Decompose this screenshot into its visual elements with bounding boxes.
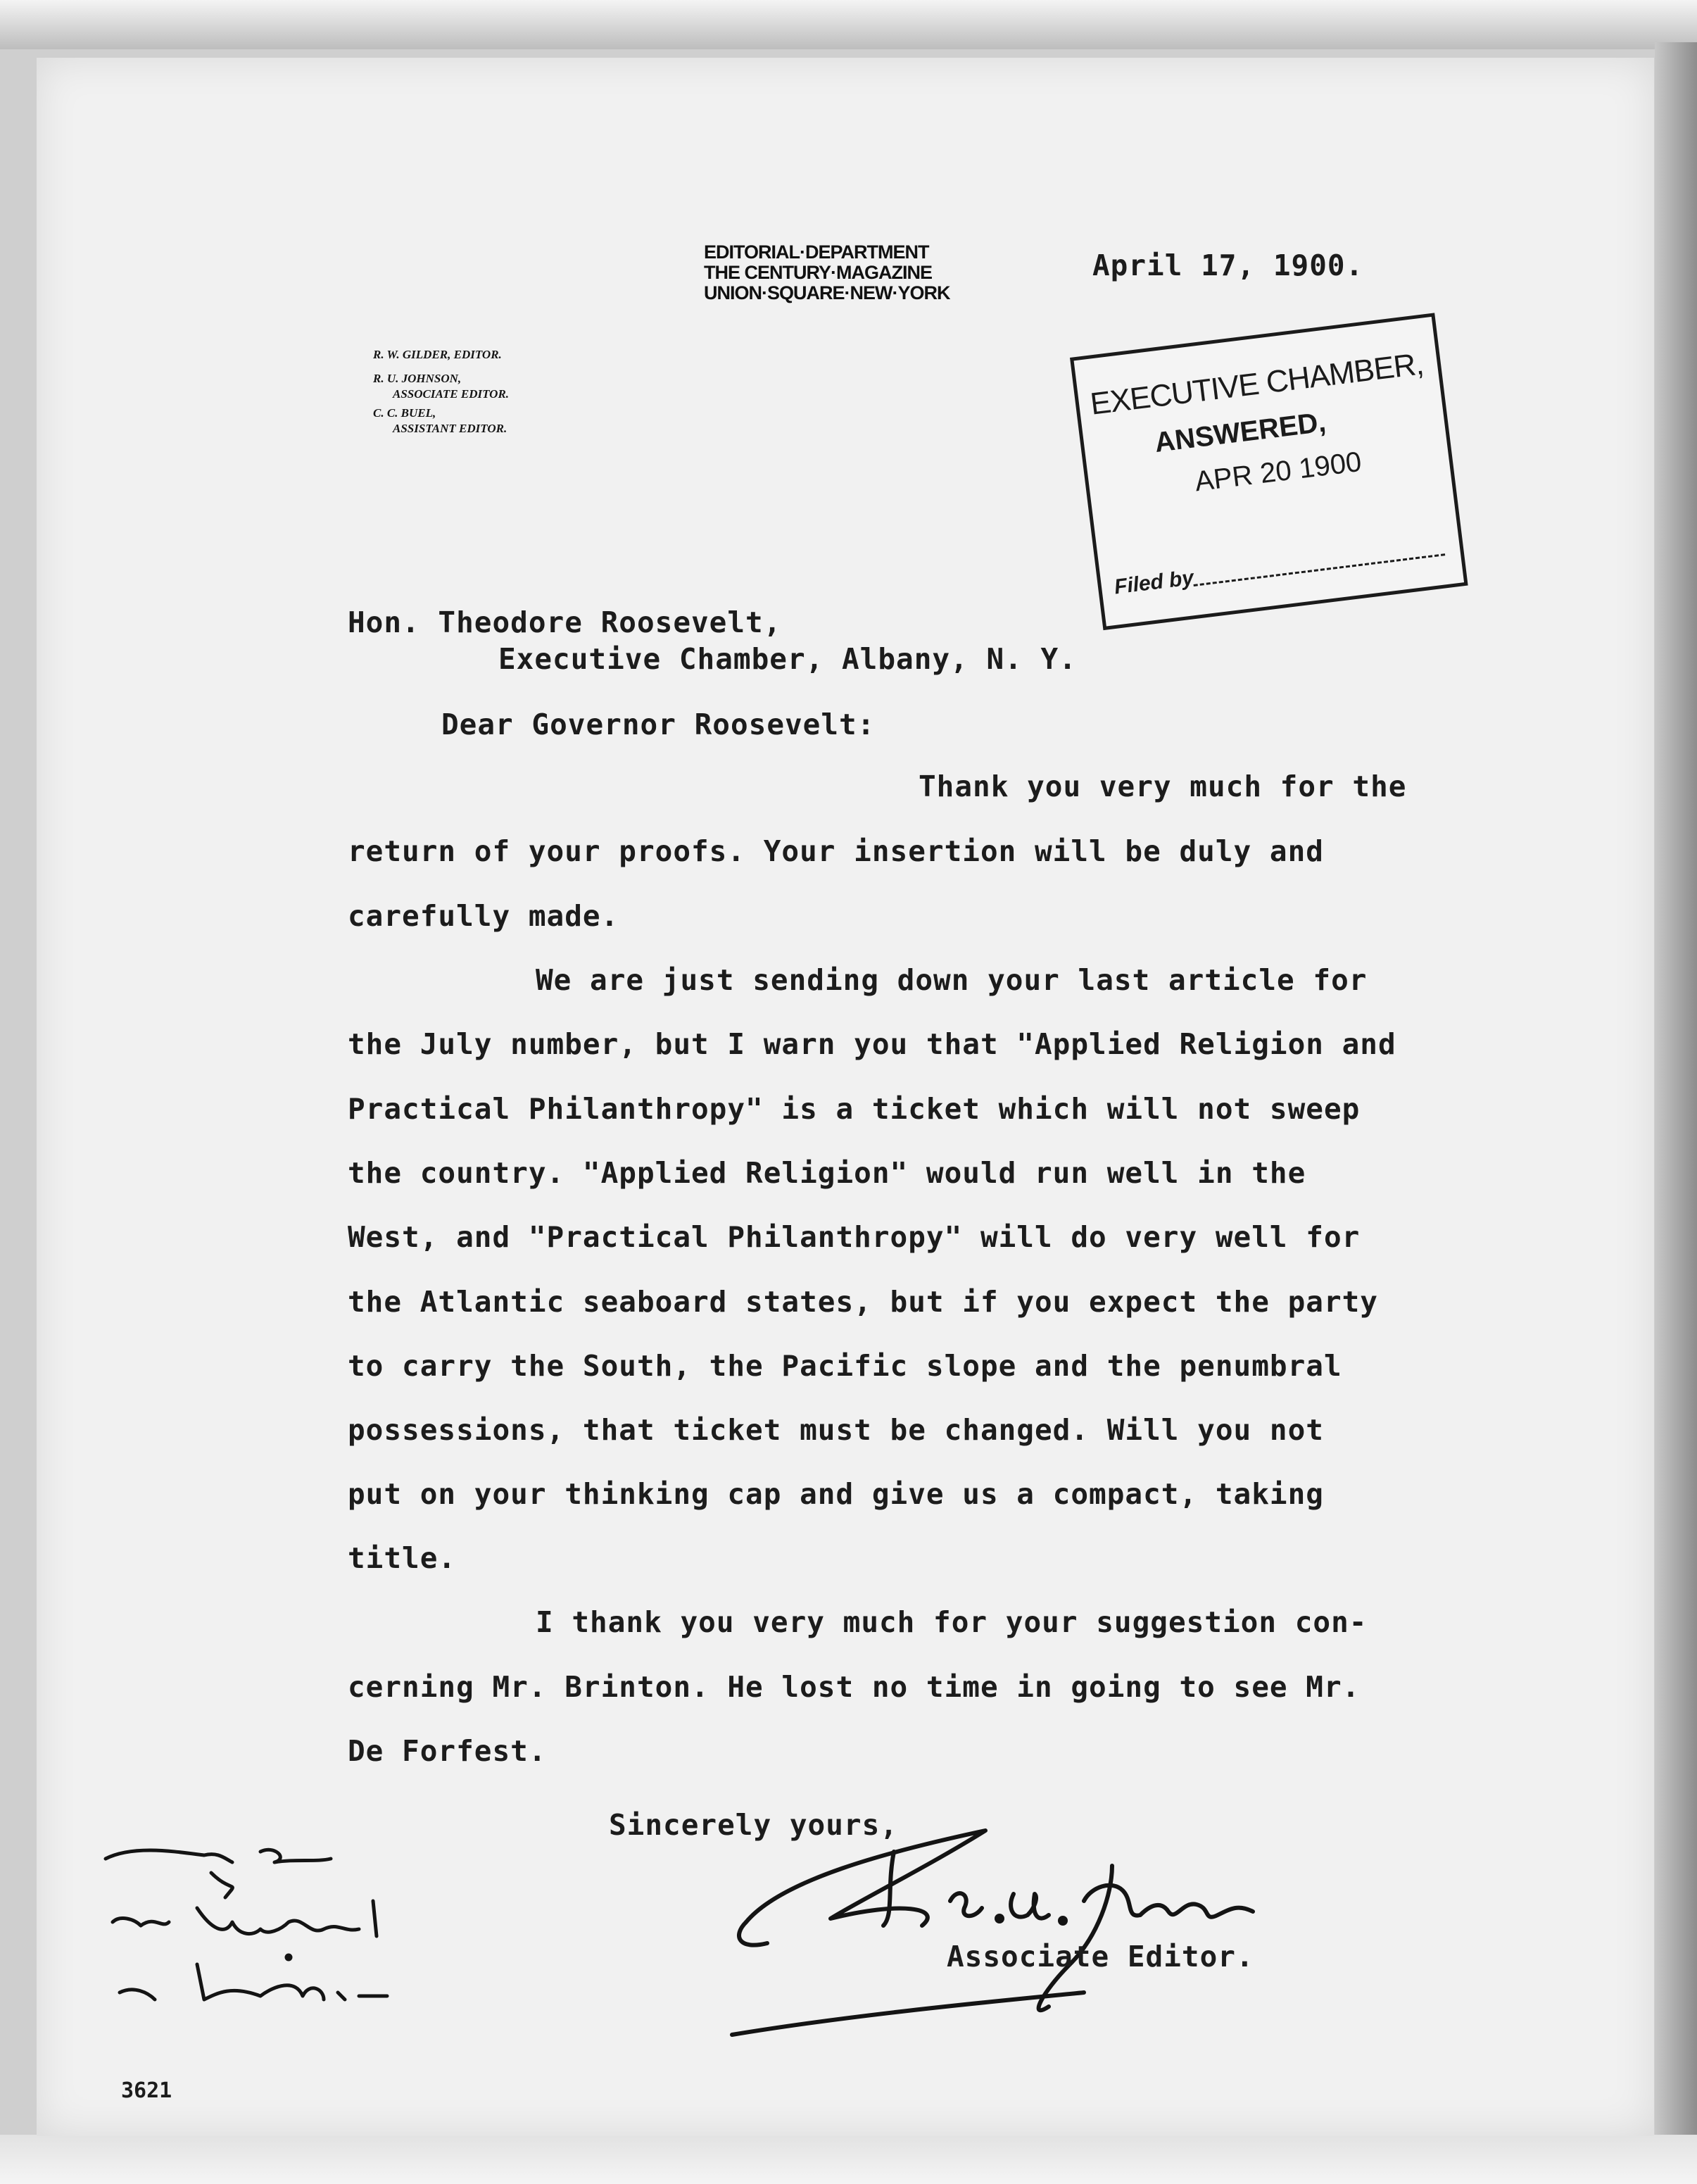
body-line: carefully made. [348,899,619,933]
page-number: 3621 [121,2078,172,2103]
body-line: De Forfest. [348,1734,547,1768]
staff-associate-name: R. U. JOHNSON, [373,372,462,385]
closing: Sincerely yours, [609,1808,898,1842]
scan-bottom-edge [0,2135,1697,2184]
body-line: the Atlantic seaboard states, but if you expect the party [348,1285,1378,1319]
stamp-line-2: ANSWERED, [1152,406,1327,459]
body-line: the July number, but I warn you that "Applied Religion and [348,1027,1396,1061]
salutation: Dear Governor Roosevelt: [441,708,876,741]
stamp-line-1: EXECUTIVE CHAMBER, [1088,346,1425,422]
body-line: possessions, that ticket must be changed. Will you not [348,1413,1324,1447]
body-line: We are just sending down your last article for [536,963,1368,997]
body-line: West, and "Practical Philanthropy" will do very well for [348,1220,1361,1254]
body-line: Practical Philanthropy" is a ticket which will not sweep [348,1092,1361,1126]
scan-right-edge [1655,42,1697,2184]
body-line: return of your proofs. Your insertion will be duly and [348,834,1324,868]
staff-assistant-title: ASSISTANT EDITOR. [393,422,507,435]
staff-assistant-name: C. C. BUEL, [373,406,436,420]
signer-title: Associate Editor. [947,1940,1254,1973]
letter-date: April 17, 1900. [1092,249,1364,282]
body-line: title. [348,1541,457,1575]
stamp-filed-line [1194,553,1446,586]
body-line: put on your thinking cap and give us a compact, taking [348,1477,1324,1511]
executive-chamber-stamp [1070,313,1468,630]
staff-editor: R. W. GILDER, EDITOR. [373,348,502,361]
body-line: I thank you very much for your suggestion con- [536,1605,1368,1639]
body-line: cerning Mr. Brinton. He lost no time in going to see Mr. [348,1670,1361,1704]
handwritten-margin-notes [92,1831,486,2042]
recipient-line-1: Hon. Theodore Roosevelt, [348,605,782,639]
body-line: to carry the South, the Pacific slope and the penumbral [348,1349,1342,1383]
letterhead-line-2: THE CENTURY·MAGAZINE [704,262,932,283]
scan-top-edge [0,0,1697,49]
body-line: the country. "Applied Religion" would run well in the [348,1156,1306,1190]
letterhead-line-1: EDITORIAL·DEPARTMENT [704,241,929,263]
letterhead-line-3: UNION·SQUARE·NEW·YORK [704,282,950,303]
stamp-date: APR 20 1900 [1193,446,1363,498]
recipient-line-2: Executive Chamber, Albany, N. Y. [498,642,1077,676]
staff-associate-title: ASSOCIATE EDITOR. [393,387,510,401]
stamp-filed-by: Filed by [1113,566,1195,599]
body-line: Thank you very much for the [919,770,1407,803]
